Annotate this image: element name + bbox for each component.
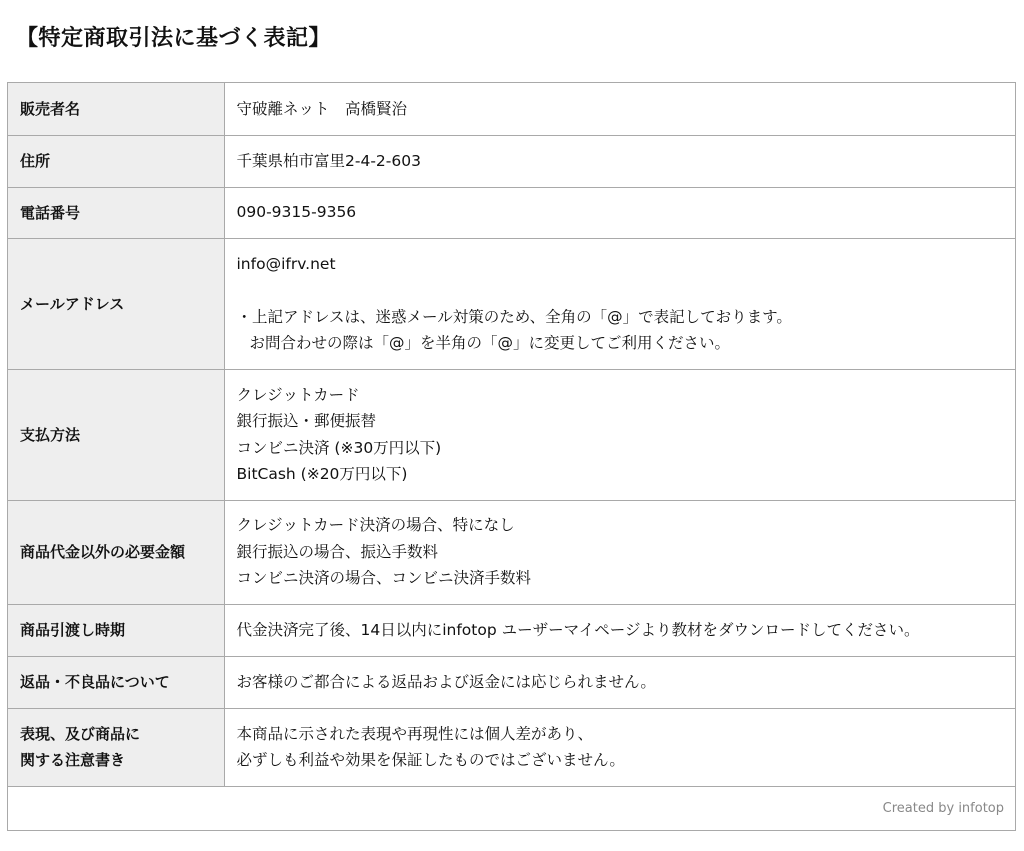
legal-notice-table [7,82,1016,831]
row-address [8,135,1015,187]
notice-label-line-1: 表現、及び商品に [20,725,141,743]
notice-label-line-2: 関する注意書き [20,751,126,769]
delivery-value: 代金決済完了後、14日以内にinfotop ユーザーマイページより教材をダウンロードしてください。 [224,604,1015,656]
payment-method: BitCash (※20万円以下) [236,465,408,483]
footer-credit: Created by infotop [882,801,1004,817]
payment-method: コンビニ決済 (※30万円以下) [236,438,442,457]
fee-line: コンビニ決済の場合、コンビニ決済手数料 [236,569,532,588]
email-note-2: お問合わせの際は「@」を半角の「@」に変更してご利用ください。 [249,334,731,352]
row-returns [8,656,1015,708]
payment-label: 支払方法 [8,369,224,500]
phone-value: 090-9315-9356 [224,187,1015,238]
fee-line: 銀行振込の場合、振込手数料 [236,542,439,561]
email-value: info@ifrv.net [236,254,336,273]
returns-value: お客様のご都合による返品および返金には応じられません。 [224,656,1015,708]
address-value: 千葉県柏市富里2-4-2-603 [224,135,1015,187]
payment-cell [224,369,1015,500]
notice-cell [224,708,1015,786]
row-seller [8,83,1015,135]
address-label: 住所 [8,135,224,187]
returns-label: 返品・不良品について [8,656,224,708]
fees-label: 商品代金以外の必要金額 [8,500,224,604]
notice-label [8,708,224,786]
delivery-label: 商品引渡し時期 [8,604,224,656]
payment-method: 銀行振込・郵便振替 [236,412,377,430]
row-phone [8,187,1015,238]
email-label: メールアドレス [8,238,224,369]
notice-line: 本商品に示された表現や再現性には個人差があり、 [236,724,594,743]
fees-cell [224,500,1015,604]
notice-line: 必ずしも利益や効果を保証したものではございません。 [236,751,625,769]
row-fees [8,500,1015,604]
row-delivery [8,604,1015,656]
email-cell [224,238,1015,369]
seller-value: 守破離ネット 高橋賢治 [224,83,1015,135]
payment-method: クレジットカード [236,385,360,404]
seller-label: 販売者名 [8,83,224,135]
row-email [8,238,1015,369]
page-title: 【特定商取引法に基づく表記】 [16,26,332,51]
row-notice [8,708,1015,786]
phone-label: 電話番号 [8,187,224,238]
email-note-1: ・上記アドレスは、迷惑メール対策のため、全角の「@」で表記しております。 [236,307,792,326]
fee-line: クレジットカード決済の場合、特になし [236,516,515,535]
row-footer [8,786,1015,831]
email-spacer [237,277,1016,304]
row-payment [8,369,1015,500]
